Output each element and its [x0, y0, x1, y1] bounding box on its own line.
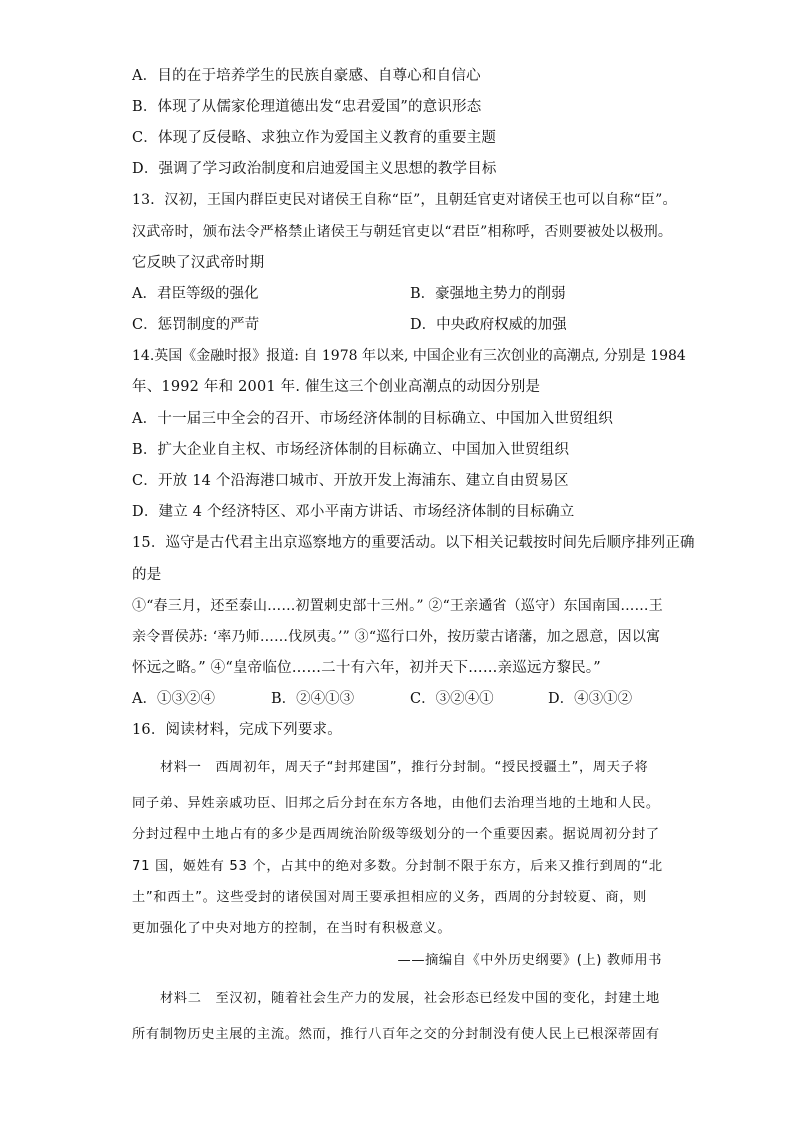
- q12-option-c: C．体现了反侵略、求独立作为爱国主义教育的重要主题: [132, 130, 497, 146]
- q13-option-c: C．惩罚制度的严苛: [132, 317, 260, 333]
- q15-stem-line: 15．巡守是古代君主出京巡察地方的重要活动。以下相关记载按时间先后顺序排列正确: [132, 535, 695, 551]
- material2-line: 材料二 至汉初，随着社会生产力的发展，社会形态已经发中国的变化，封建土地: [160, 991, 660, 1006]
- q16-stem: 16．阅读材料，完成下列要求。: [132, 722, 342, 738]
- q15-option-c: C．③②④①: [410, 691, 494, 707]
- q14-option-c: C．开放 14 个沿海港口城市、开放开发上海浦东、建立自由贸易区: [132, 473, 569, 489]
- q13-option-a: A．君臣等级的强化: [132, 286, 259, 302]
- q15-quote-line: 怀远之略。” ④“皇帝临位……二十有六年，初并天下……亲巡远方黎民。”: [132, 660, 601, 676]
- q13-stem-line: 汉武帝时，颁布法令严格禁止诸侯王与朝廷官吏以“君臣”相称呼，否则要被处以极刑。: [132, 224, 673, 240]
- material1-line: 材料一 西周初年，周天子“封邦建国”，推行分封制。“授民授疆土”，周天子将: [160, 760, 649, 775]
- material1-source: ——摘编自《中外历史纲要》(上) 教师用书: [397, 953, 662, 968]
- q15-option-d: D．④③①②: [548, 691, 633, 707]
- q12-option-d: D．强调了学习政治制度和启迪爱国主义思想的教学目标: [132, 161, 497, 177]
- q15-option-a: A．①③②④: [132, 691, 215, 707]
- q13-stem-line: 它反映了汉武帝时期: [132, 255, 265, 271]
- q15-quote-line: 亲令晋侯苏: ‘率乃师……伐夙夷。’” ③“巡行口外，按历蒙古诸藩，加之恩意，因以寓: [132, 629, 661, 645]
- material1-line: 土”和西土”。这些受封的诸侯国对周王要承担相应的义务，西周的分封较夏、商，则: [132, 890, 648, 905]
- q14-option-a: A．十一届三中全会的召开、市场经济体制的目标确立、中国加入世贸组织: [132, 411, 614, 427]
- material1-line: 分封过程中土地占有的多少是西周统治阶级等级划分的一个重要因素。据说周初分封了: [132, 827, 660, 842]
- q14-stem-line: 年、1992 年和 2001 年. 催生这三个创业高潮点的动因分别是: [132, 379, 541, 395]
- q14-stem-line: 14.英国《金融时报》报道: 自 1978 年以来, 中国企业有三次创业的高潮点, 分别是 1984: [132, 348, 686, 364]
- q15-stem-line: 的是: [132, 567, 162, 583]
- q12-option-a: A．目的在于培养学生的民族自豪感、自尊心和自信心: [132, 68, 481, 84]
- material2-line: 所有制物历史主展的主流。然而，推行八百年之交的分封制没有使人民上已根深蒂固有: [132, 1027, 660, 1042]
- q15-quote-line: ①“春三月，还至泰山……初置刺史部十三州。” ②“王亲遹省（巡守）东国南国……王: [132, 598, 663, 614]
- q12-option-b: B．体现了从儒家伦理道德出发“忠君爱国”的意识形态: [132, 99, 482, 115]
- material1-line: 71 国，姬姓有 53 个，占其中的绝对多数。分封制不限于东方，后来又推行到周的“北: [132, 859, 663, 874]
- q13-option-b: B．豪强地主势力的削弱: [410, 286, 566, 302]
- material1-line: 同子弟、异姓亲戚功臣、旧邦之后分封在东方各地，由他们去治理当地的土地和人民。: [132, 796, 660, 811]
- q15-option-b: B．②④①③: [271, 691, 355, 707]
- q14-option-b: B．扩大企业自主权、市场经济体制的目标确立、中国加入世贸组织: [132, 442, 570, 458]
- q14-option-d: D．建立 4 个经济特区、邓小平南方讲话、市场经济体制的目标确立: [132, 504, 575, 520]
- material1-line: 更加强化了中央对地方的控制，在当时有积极意义。: [132, 921, 452, 936]
- q13-stem-line: 13．汉初，王国内群臣吏民对诸侯王自称“臣”，且朝廷官吏对诸侯王也可以自称“臣”。: [132, 192, 677, 208]
- q13-option-d: D．中央政府权威的加强: [410, 317, 567, 333]
